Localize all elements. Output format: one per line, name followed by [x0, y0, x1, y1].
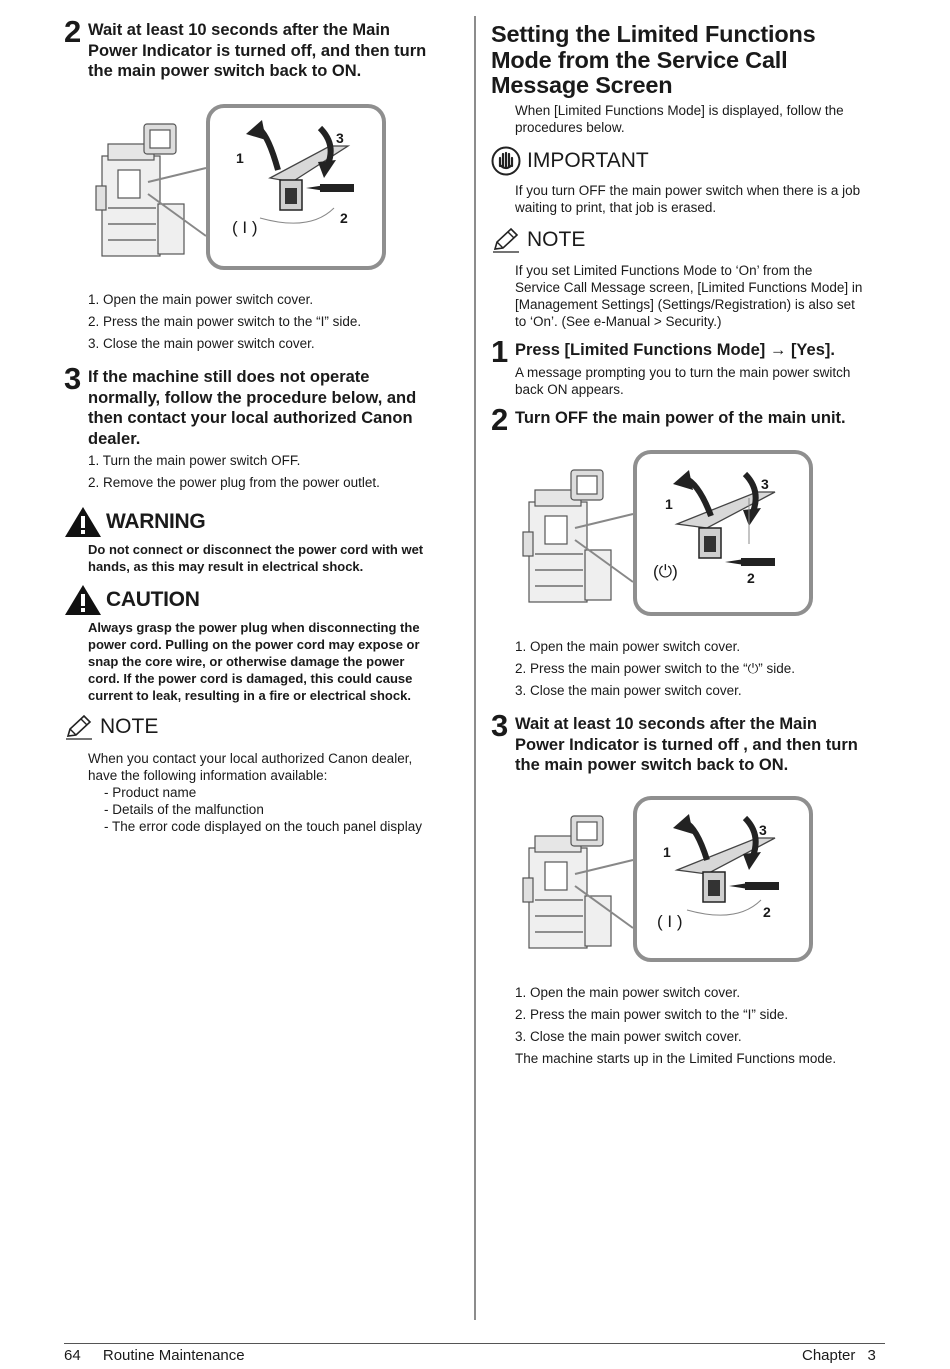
power-switch-on-illustration-2: [515, 796, 815, 962]
step-number: 3: [64, 361, 81, 396]
footer-section: Routine Maintenance: [102, 1347, 245, 1364]
note-text: When you contact your local authorized Canon dealer, have the following information available: - Product name - Details of the malfunction - The error code displayed on the touch panel display: [88, 751, 422, 834]
intro-text: When [Limited Functions Mode] is displayed, follow the procedures below.: [515, 103, 844, 135]
list-item: 1. Open the main power switch cover.: [88, 292, 314, 307]
power-switch-icon: [210, 108, 382, 266]
power-switch-icon: [637, 800, 809, 958]
list-item: 1. Turn the main power switch OFF.: [88, 453, 301, 468]
warning-title: WARNING: [106, 510, 206, 533]
chapter-label: Chapter: [802, 1347, 856, 1364]
caution-text: Always grasp the power plug when disconnecting the power cord. Pulling on the power cord may expose or snap the core wire, or otherwise damage the power cord. If the power cord is damaged, this could cause current to leak, resulting in a fire or electrical shock.: [88, 620, 420, 703]
list-item: 2. Press the main power switch to the “⏻” side.: [515, 661, 796, 676]
chapter-number: 3: [867, 1347, 876, 1364]
important-text: If you turn OFF the main power switch when there is a job waiting to print, that job is erased.: [515, 183, 861, 215]
step-title: If the machine still does not operate normally, follow the procedure below, and then contact your local authorized Canon dealer.: [88, 368, 417, 448]
callout-label-1: 1: [665, 496, 673, 512]
note-title: NOTE: [100, 715, 159, 738]
switch-symbol-label: (⏻): [653, 562, 678, 581]
page-number: 64: [64, 1347, 81, 1364]
switch-callout: [206, 104, 386, 270]
switch-symbol-label: ( I ): [657, 912, 683, 931]
warning-heading: [64, 506, 205, 538]
closing-text: The machine starts up in the Limited Functions mode.: [515, 1051, 837, 1066]
list-item: 2. Press the main power switch to the “I” side.: [515, 1007, 789, 1022]
switch-symbol-label: ( I ): [232, 218, 258, 237]
step-title: Turn OFF the main power of the main unit.: [515, 409, 846, 427]
step-number: 3: [491, 708, 508, 743]
step-2-instructions: [88, 289, 361, 355]
pencil-icon: [491, 227, 521, 253]
list-item: 2. Remove the power plug from the power outlet.: [88, 475, 380, 490]
step-number: 1: [491, 334, 508, 369]
warning-text: Do not connect or disconnect the power cord with wet hands, as this may result in electrical shock.: [88, 542, 424, 574]
step-title: Press [Limited Functions Mode] → [Yes].: [515, 341, 835, 359]
list-item: 3. Close the main power switch cover.: [515, 1029, 742, 1044]
column-divider: [474, 16, 476, 1320]
step-number: 2: [64, 14, 81, 49]
callout-label-2: 2: [340, 210, 348, 226]
list-item: 2. Press the main power switch to the “I” side.: [88, 314, 362, 329]
note-list-item: - Product name: [104, 785, 197, 800]
callout-label-3: 3: [761, 476, 769, 492]
step-1-text: A message prompting you to turn the main power switch back ON appears.: [515, 365, 851, 397]
step-3-instructions: [88, 450, 380, 494]
note-title: NOTE: [527, 228, 586, 251]
warning-triangle-icon: [64, 506, 102, 538]
callout-label-1: 1: [663, 844, 671, 860]
note-list-item: - Details of the malfunction: [104, 802, 264, 817]
caution-heading: [64, 584, 200, 616]
list-item: 1. Open the main power switch cover.: [515, 639, 741, 654]
note-list-item: - The error code displayed on the touch panel display: [104, 819, 422, 834]
important-title: IMPORTANT: [527, 149, 649, 172]
step-title: Wait at least 10 seconds after the Main Power Indicator is turned off, and then turn the main power switch back to ON.: [88, 21, 427, 80]
callout-label-2: 2: [747, 570, 755, 586]
important-heading: [491, 146, 649, 176]
callout-label-1: 1: [236, 150, 244, 166]
step-2-instructions: [515, 636, 795, 702]
power-switch-icon: [637, 454, 809, 612]
switch-callout: [633, 796, 813, 962]
step-number: 2: [491, 402, 508, 437]
callout-label-3: 3: [336, 130, 344, 146]
pencil-icon: [64, 714, 94, 740]
footer-rule: [64, 1343, 885, 1344]
list-item: 1. Open the main power switch cover.: [515, 985, 741, 1000]
section-title: Setting the Limited Functions Mode from the Service Call Message Screen: [491, 21, 816, 98]
step-3-instructions: [515, 982, 836, 1070]
power-switch-on-illustration: [88, 104, 388, 270]
note-heading: [64, 714, 158, 740]
note-heading-right: [491, 227, 585, 253]
switch-callout: [633, 450, 813, 616]
note-text-right: If you set Limited Functions Mode to ‘On’ from the Service Call Message screen, [Limited Functions Mode] in [Management Settings] (Settings/Registration) is also set to ‘On’. (See e-Manual > Security.): [515, 263, 863, 329]
footer-left: [64, 1347, 245, 1364]
step-title: Wait at least 10 seconds after the Main Power Indicator is turned off , and then turn the main power switch back to ON.: [515, 715, 858, 774]
caution-title: CAUTION: [106, 588, 200, 611]
caution-triangle-icon: [64, 584, 102, 616]
footer-right: [802, 1347, 876, 1364]
list-item: 3. Close the main power switch cover.: [88, 336, 315, 351]
hand-stop-icon: [491, 146, 521, 176]
list-item: 3. Close the main power switch cover.: [515, 683, 742, 698]
power-switch-off-illustration: [515, 450, 815, 616]
callout-label-2: 2: [763, 904, 771, 920]
callout-label-3: 3: [759, 822, 767, 838]
